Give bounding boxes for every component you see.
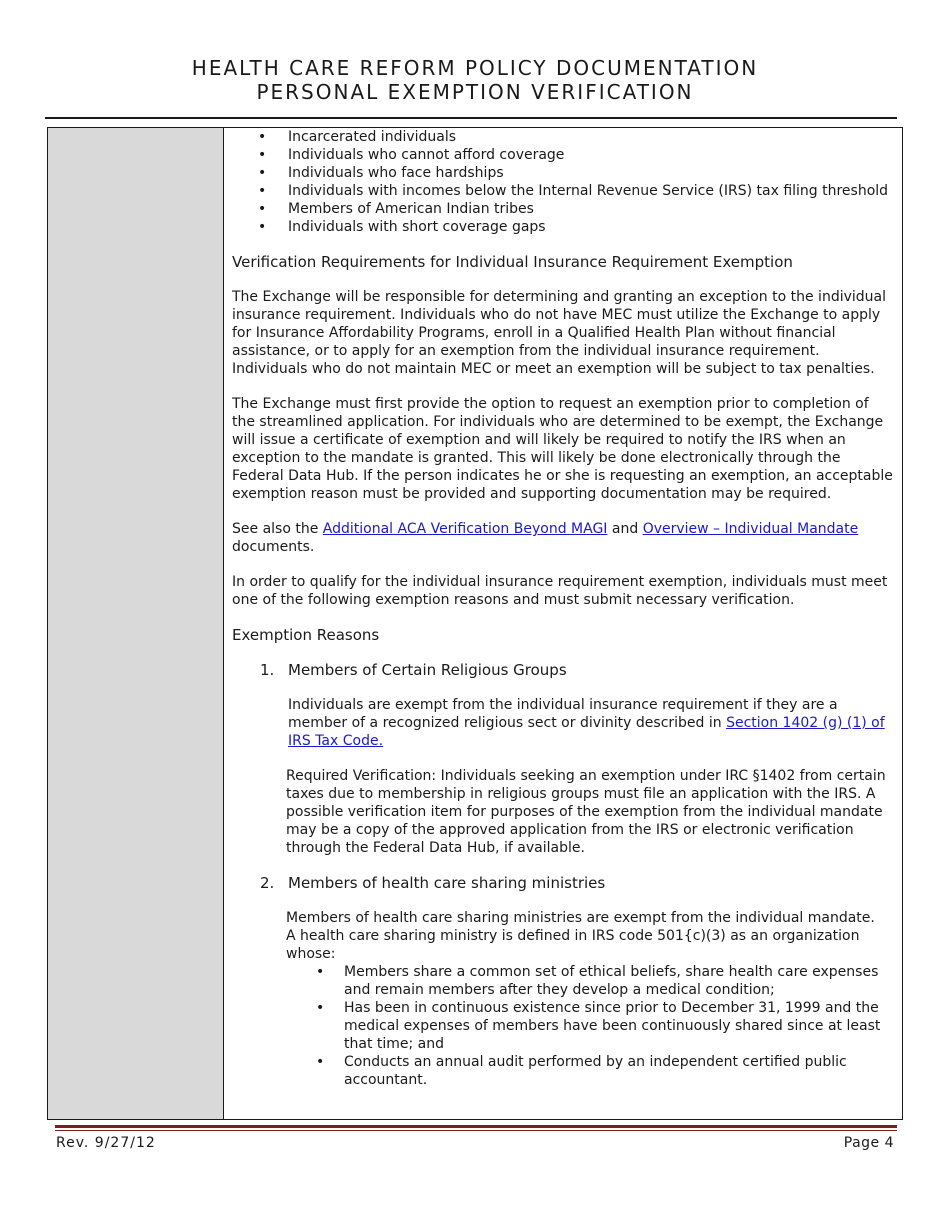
header-title: HEALTH CARE REFORM POLICY DOCUMENTATION xyxy=(191,56,759,80)
sharing-ministries-description: Members of health care sharing ministries are exempt from the individual mandate. A health care sharing ministry is defined in IRS code 501{c)(3) as an organization whose: xyxy=(286,910,875,962)
header-subtitle: PERSONAL EXEMPTION VERIFICATION xyxy=(256,80,694,104)
item-number: 1. xyxy=(260,661,275,679)
irs-tax-code-link[interactable]: Section 1402 (g) (1) of IRS Tax Code. xyxy=(288,715,885,749)
qualification-paragraph: In order to qualify for the individual insurance requirement exemption, individuals must meet one of the following exemption reasons and must submit necessary verification. xyxy=(232,574,888,608)
content-table xyxy=(47,127,903,1120)
list-item: • Individuals with short coverage gaps xyxy=(232,218,894,236)
footer-divider xyxy=(55,1125,897,1128)
header-divider xyxy=(45,117,897,119)
revision-date: Rev. 9/27/12 xyxy=(56,1135,156,1151)
individual-mandate-link[interactable]: Overview – Individual Mandate xyxy=(642,521,859,537)
sharing-ministries-heading xyxy=(232,874,894,892)
exemption-categories-list xyxy=(232,128,894,236)
page-number: Page 4 xyxy=(843,1135,894,1151)
left-column xyxy=(48,128,224,1119)
religious-groups-description: Individuals are exempt from the individual insurance requirement if they are a member of a recognized religious sect or divinity described in Section 1402 (g) (1) of IRS Tax Code. xyxy=(288,697,885,749)
list-item: • Has been in continuous existence since prior to December 31, 1999 and the medical expenses of members have been continuously shared since at least that time; and xyxy=(232,999,894,1053)
item-title: Members of health care sharing ministries xyxy=(288,874,606,892)
religious-groups-verification: Required Verification: Individuals seeking an exemption under IRC §1402 from certain taxes due to membership in religious groups must file an application with the IRS. A possible verification item for purposes of the exemption from the individual mandate may be a copy of the approved application from the IRS or electronic verification through the Federal Data Hub, if available. xyxy=(286,768,886,856)
footer-divider-thin xyxy=(55,1130,897,1131)
exemption-reasons-heading: Exemption Reasons xyxy=(232,626,380,644)
main-column xyxy=(232,128,894,1089)
list-item: • Individuals who cannot afford coverage xyxy=(232,146,894,164)
list-item: • Members share a common set of ethical beliefs, share health care expenses and remain members after they develop a medical condition; xyxy=(232,963,894,999)
list-item: • Individuals who face hardships xyxy=(232,164,894,182)
list-item: • Individuals with incomes below the Internal Revenue Service (IRS) tax filing threshold xyxy=(232,182,894,200)
exchange-responsibility-paragraph: The Exchange will be responsible for determining and granting an exception to the individual insurance requirement. Individuals who do not have MEC must utilize the Exchange to apply for Insurance Affordability Programs, enroll in a Qualified Health Plan without financial assistance, or to apply for an exemption from the individual insurance requirement. Individuals who do not maintain MEC or meet an exemption will be subject to tax penalties. xyxy=(232,289,887,377)
exemption-request-paragraph: The Exchange must first provide the option to request an exemption prior to completion of the streamlined application. For individuals who are determined to be exempt, the Exchange will issue a certificate of exemption and will likely be required to notify the IRS when an exception to the mandate is granted. This will likely be done electronically through the Federal Data Hub. If the person indicates he or she is requesting an exemption, an acceptable exemption reason must be provided and supporting documentation may be required. xyxy=(232,396,893,502)
verification-heading: Verification Requirements for Individual Insurance Requirement Exemption xyxy=(232,253,793,271)
document-header xyxy=(0,56,950,104)
list-item: • Conducts an annual audit performed by an independent certified public accountant. xyxy=(232,1053,894,1089)
item-title: Members of Certain Religious Groups xyxy=(288,661,567,679)
aca-verification-link[interactable]: Additional ACA Verification Beyond MAGI xyxy=(322,521,608,537)
list-item: • Members of American Indian tribes xyxy=(232,200,894,218)
see-also-paragraph: See also the Additional ACA Verification Beyond MAGI and Overview – Individual Mandate documents. xyxy=(232,521,859,555)
item-number: 2. xyxy=(260,874,275,892)
ministry-criteria-list xyxy=(232,963,894,1089)
religious-groups-heading xyxy=(232,661,894,679)
list-item: • Incarcerated individuals xyxy=(232,128,894,146)
